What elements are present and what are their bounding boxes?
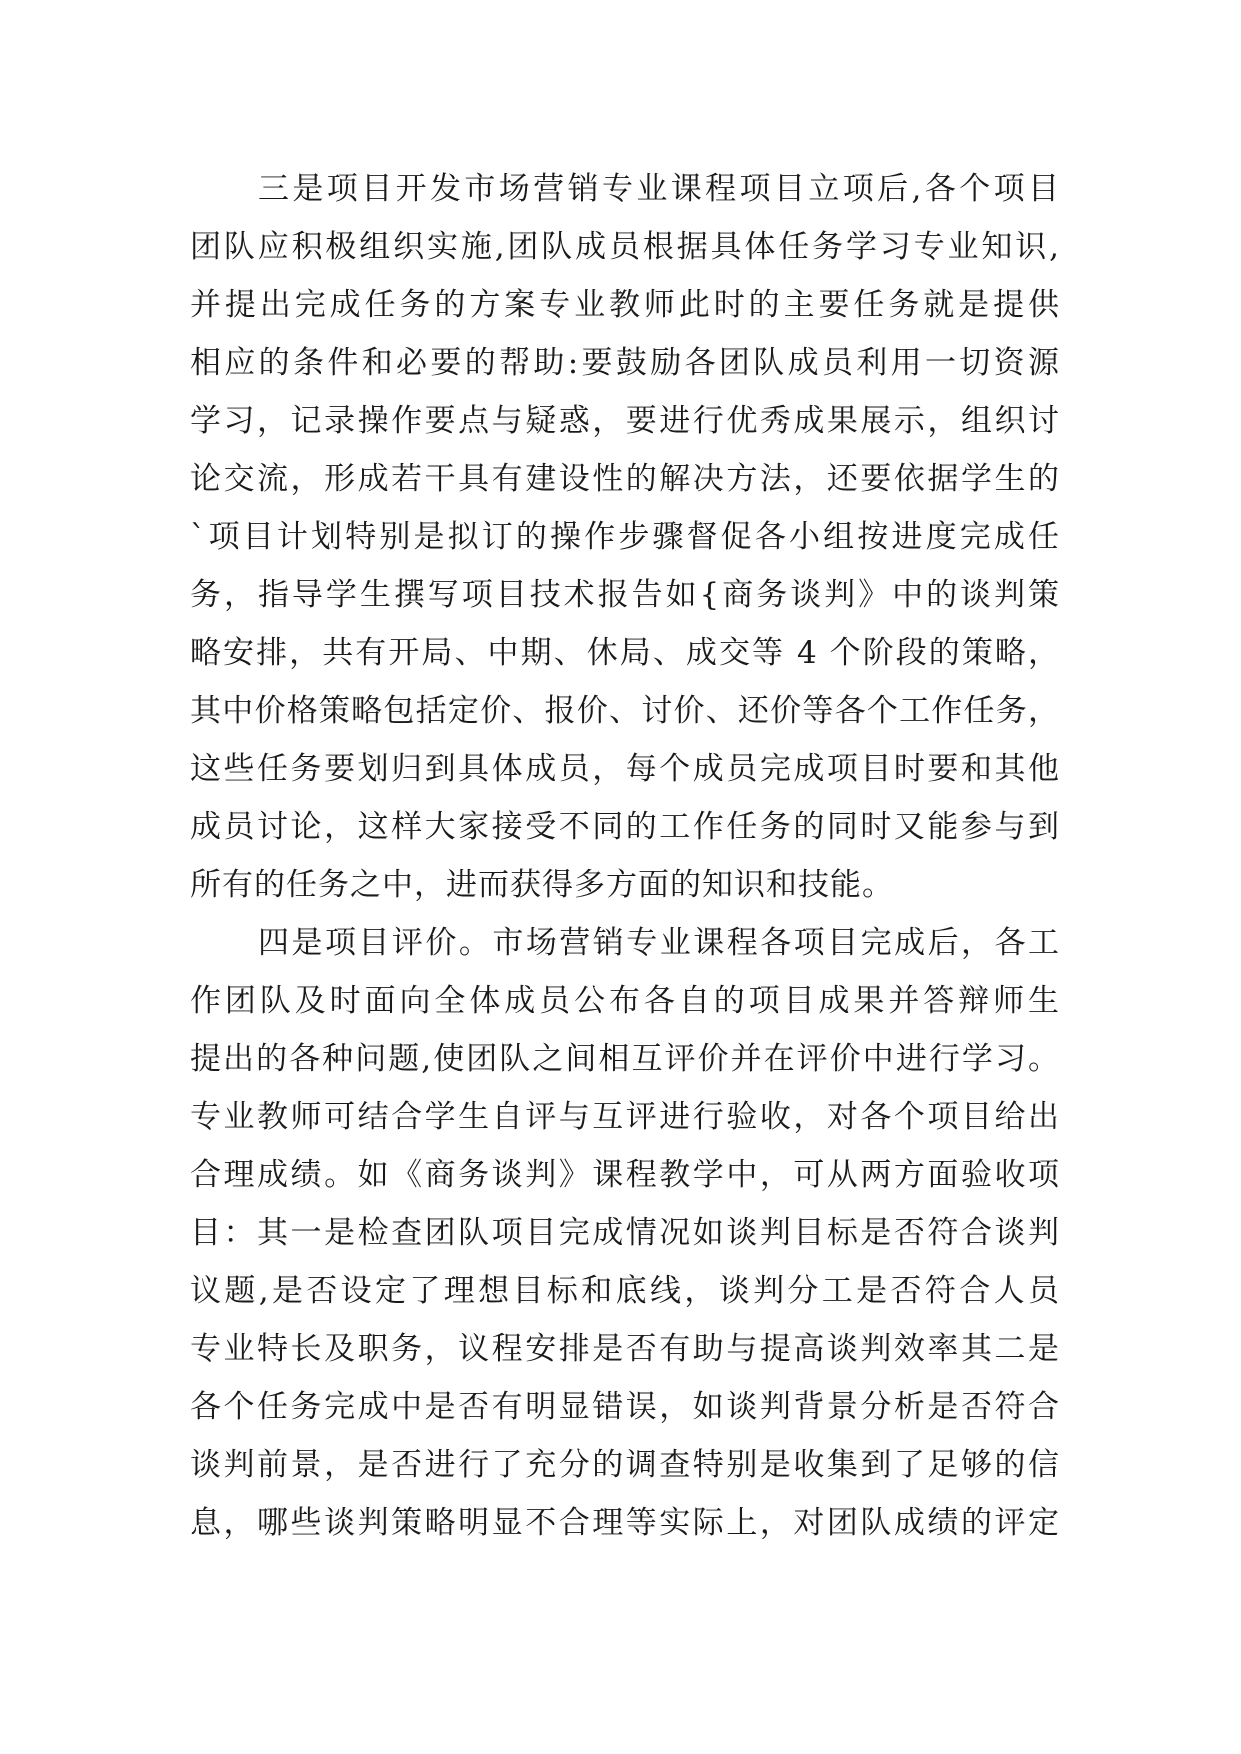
text-line: 四是项目评价。市场营销专业课程各项目完成后，各工: [258, 925, 1060, 961]
text-line: 专业特长及职务，议程安排是否有助与提高谈判效率其二是: [190, 1331, 1060, 1367]
text-line: 团队应积极组织实施,团队成员根据具体任务学习专业知识,: [190, 229, 1060, 265]
text-line: 息，哪些谈判策略明显不合理等实际上，对团队成绩的评定: [190, 1505, 1060, 1541]
paragraph-2: [190, 914, 1060, 1552]
text-line: 专业教师可结合学生自评与互评进行验收，对各个项目给出: [190, 1099, 1060, 1135]
document-body: [190, 160, 1060, 1552]
text-line: 并提出完成任务的方案专业教师此时的主要任务就是提供: [190, 287, 1060, 323]
text-line: 合理成绩。如《商务谈判》课程教学中，可从两方面验收项: [190, 1157, 1060, 1193]
text-line: 务，指导学生撰写项目技术报告如{商务谈判》中的谈判策: [190, 577, 1060, 613]
text-line: 谈判前景，是否进行了充分的调查特别是收集到了足够的信: [190, 1447, 1060, 1483]
text-line: 各个任务完成中是否有明显错误，如谈判背景分析是否符合: [190, 1389, 1060, 1425]
text-line: 议题,是否设定了理想目标和底线，谈判分工是否符合人员: [190, 1273, 1060, 1309]
text-line: 作团队及时面向全体成员公布各自的项目成果并答辩师生: [190, 983, 1060, 1019]
text-line: 学习，记录操作要点与疑惑，要进行优秀成果展示，组织讨: [190, 403, 1060, 439]
paragraph-1: [190, 160, 1060, 914]
text-line: 相应的条件和必要的帮助:要鼓励各团队成员利用一切资源: [190, 345, 1060, 381]
text-line: 目：其一是检查团队项目完成情况如谈判目标是否符合谈判: [190, 1215, 1060, 1251]
text-line: 其中价格策略包括定价、报价、讨价、还价等各个工作任务，: [190, 693, 1060, 729]
text-line: `项目计划特别是拟订的操作步骤督促各小组按进度完成任: [190, 519, 1060, 555]
text-line: 三是项目开发市场营销专业课程项目立项后,各个项目: [258, 171, 1060, 207]
text-line: 提出的各种问题,使团队之间相互评价并在评价中进行学习。: [190, 1041, 1060, 1077]
text-line: 所有的任务之中，进而获得多方面的知识和技能。: [190, 867, 894, 903]
text-line: 略安排，共有开局、中期、休局、成交等 4 个阶段的策略，: [190, 635, 1060, 671]
text-line: 论交流，形成若干具有建设性的解决方法，还要依据学生的: [190, 461, 1060, 497]
text-line: 这些任务要划归到具体成员，每个成员完成项目时要和其他: [190, 751, 1060, 787]
text-line: 成员讨论，这样大家接受不同的工作任务的同时又能参与到: [190, 809, 1060, 845]
